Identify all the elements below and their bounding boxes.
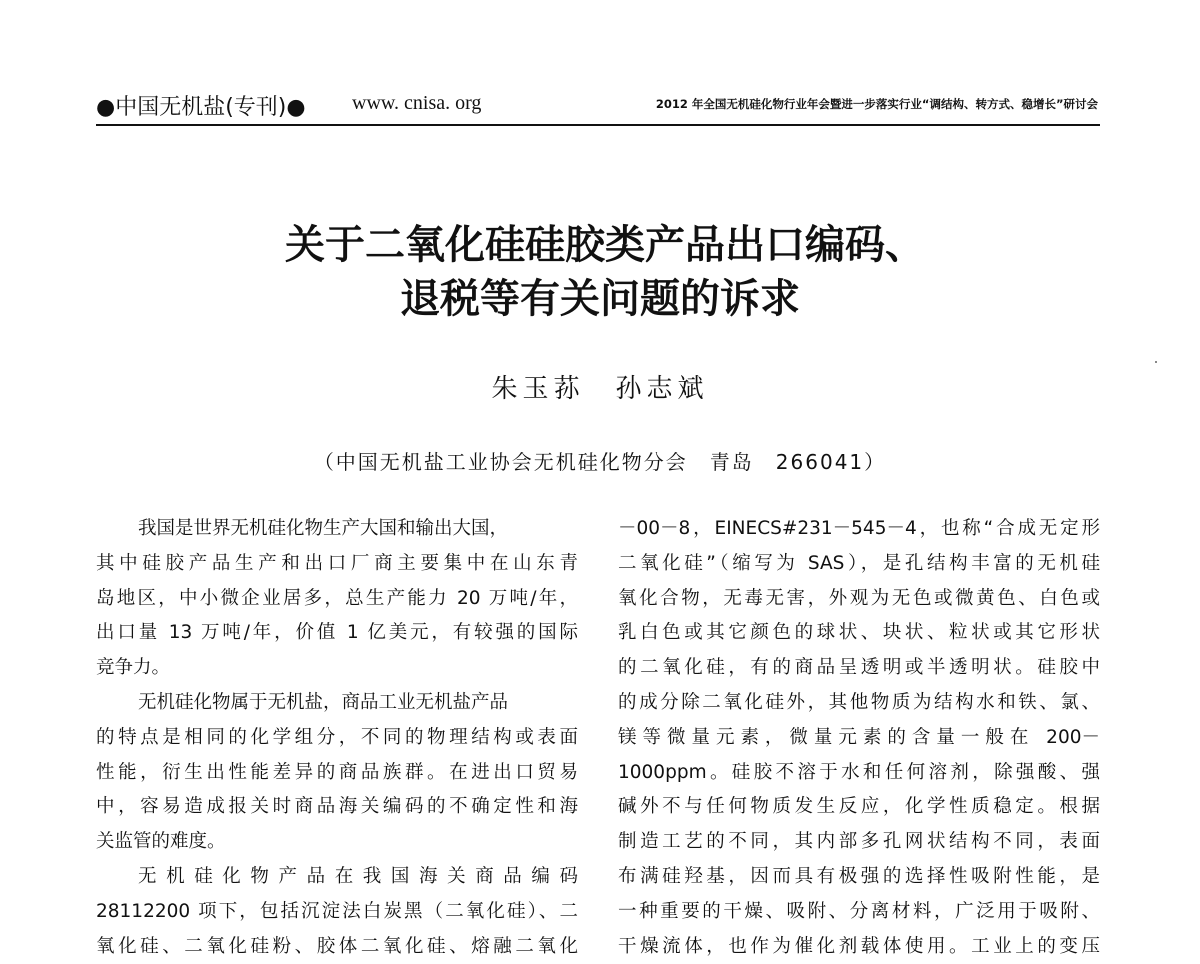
text-line: 中，容易造成报关时商品海关编码的不确定性和海 (96, 796, 578, 818)
left-column (96, 512, 578, 964)
text-line: 干燥流体，也作为催化剂载体使用。工业上的变压 (618, 935, 1100, 957)
text-line: 氧化合物，无毒无害，外观为无色或微黄色、白色或 (618, 587, 1100, 609)
article-title (0, 218, 1200, 326)
text-line: 1000ppm。硅胶不溶于水和任何溶剂，除强酸、强 (618, 761, 1100, 783)
text-line: 的特点是相同的化学组分，不同的物理结构或表面 (96, 726, 578, 748)
title-line-1: 关于二氧化硅硅胶类产品出口编码、 (285, 222, 925, 268)
authors: 朱玉荪 孙志斌 (491, 374, 709, 404)
text-line: 出口量 13 万吨/年，价值 1 亿美元，有较强的国际 (96, 622, 578, 644)
conference-title: 2012 年全国无机硅化物行业年会暨进一步落实行业“调结构、转方式、稳增长”研讨会 (655, 97, 1098, 111)
page-header (96, 88, 1100, 126)
text-line: 氧化硅、二氧化硅粉、胶体二氧化硅、熔融二氧化 (96, 935, 578, 957)
text-line: 二氧化硅”（缩写为 SAS），是孔结构丰富的无机硅 (618, 552, 1100, 574)
text-line: －00－8，EINECS#231－545－4，也称“合成无定形 (618, 518, 1100, 539)
text-line: 的二氧化硅，有的商品呈透明或半透明状。硅胶中 (618, 657, 1100, 679)
scan-speck (1155, 361, 1157, 363)
text-line: 碱外不与任何物质发生反应，化学性质稳定。根据 (618, 796, 1100, 818)
text-line: 镁等微量元素，微量元素的含量一般在 200－ (618, 726, 1100, 748)
text-line: 乳白色或其它颜色的球状、块状、粒状或其它形状 (618, 622, 1100, 644)
text-line: 布满硅羟基，因而具有极强的选择性吸附性能，是 (618, 865, 1100, 887)
text-line: 制造工艺的不同，其内部多孔网状结构不同，表面 (618, 831, 1100, 853)
text-line: 性能，衍生出性能差异的商品族群。在进出口贸易 (96, 761, 578, 783)
text-line: 无机硅化物产品在我国海关商品编码 (138, 865, 578, 887)
right-column (618, 512, 1100, 964)
title-line-2: 退税等有关问题的诉求 (400, 276, 800, 322)
text-line: 的成分除二氧化硅外，其他物质为结构水和铁、氯、 (618, 691, 1100, 713)
text-line: 岛地区，中小微企业居多，总生产能力 20 万吨/年， (96, 587, 578, 609)
journal-name: ●中国无机盐(专刊)● (96, 95, 306, 120)
text-line: 关监管的难度。 (96, 831, 226, 853)
text-line: 竞争力。 (96, 657, 171, 679)
text-line: 我国是世界无机硅化物生产大国和输出大国， (138, 518, 509, 539)
text-line: 28112200 项下，包括沉淀法白炭黑（二氧化硅）、二 (96, 900, 578, 922)
text-line: 一种重要的干燥、吸附、分离材料，广泛用于吸附、 (618, 900, 1100, 922)
text-line: 其中硅胶产品生产和出口厂商主要集中在山东青 (96, 552, 578, 574)
text-line: 无机硅化物属于无机盐，商品工业无机盐产品 (138, 691, 509, 713)
website-url: www. cnisa. org (352, 92, 482, 114)
affiliation: （中国无机盐工业协会无机硅化物分会 青岛 266041） (313, 450, 887, 474)
